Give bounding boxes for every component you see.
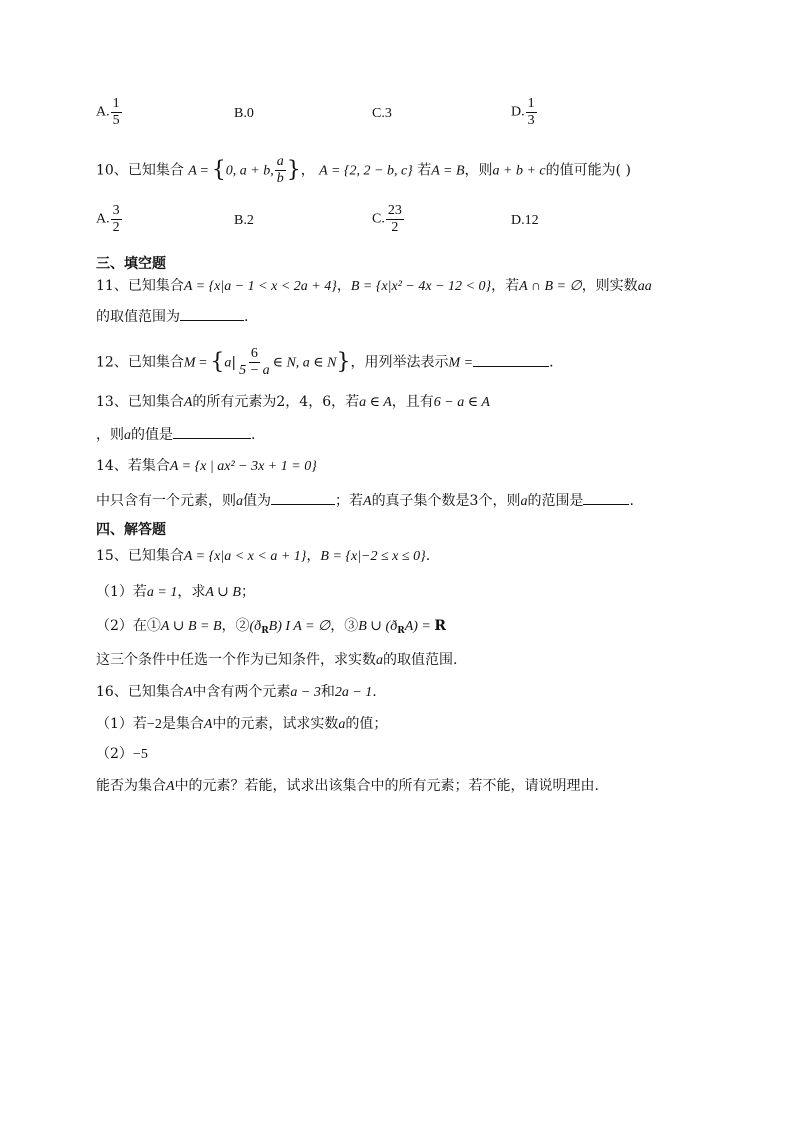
section-heading-fill-in: 三、填空题 bbox=[96, 256, 166, 272]
q14-line2: 中只含有一个元素，则a值为 ；若A的真子集个数是3个，则a的范围是 . bbox=[96, 490, 634, 512]
q13-line2: ，则a的值是 . bbox=[96, 424, 255, 446]
q15-part1: （1）若a = 1，求A ∪ B； bbox=[96, 584, 255, 600]
q9-option-a-fraction: $\frac{1}{5}$ bbox=[112, 96, 120, 128]
q15-part2-line2: 这三个条件中任选一个作为已知条件，求实数a的取值范围. bbox=[96, 652, 458, 668]
q10-stem: 10、已知集合 A = {0, a + b, $\frac{a}{b}$ }， A = {2, 2 − b, c} 若A = B，则a + b + c的值可能为( ) bbox=[96, 154, 632, 186]
q10-option-b: B.2 bbox=[234, 213, 254, 228]
q16-part2-line2: 能否为集合A中的元素？若能，试求出该集合中的所有元素；若不能，请说明理由. bbox=[96, 778, 600, 794]
q10-option-a: A. $\frac{3}{2}$ bbox=[96, 203, 120, 235]
q9-option-a: A. $\frac{1}{5}$ bbox=[96, 96, 120, 128]
q10-option-a-fraction: $\frac{3}{2}$ bbox=[112, 203, 120, 235]
q9-option-d: D. $\frac{1}{3}$ bbox=[511, 96, 535, 128]
q15-stem: 15、已知集合A = {x|a < x < a + 1}，B = {x|−2 ≤ x ≤ 0}. bbox=[96, 548, 431, 564]
q14-answer-blank-1[interactable] bbox=[271, 490, 335, 505]
q9-option-b: B.0 bbox=[234, 106, 254, 121]
q12-answer-blank[interactable] bbox=[473, 352, 549, 367]
q11-stem: 11、已知集合A = {x|a − 1 < x < 2a + 4}，B = {x|x² − 4x − 12 < 0}，若A ∩ B = ∅，则实数aa bbox=[96, 278, 652, 294]
q14-stem: 14、若集合A = {x | ax² − 3x + 1 = 0} bbox=[96, 458, 317, 474]
q11-answer-blank[interactable] bbox=[180, 306, 244, 321]
q13-stem: 13、已知集合A的所有元素为2，4，6，若a ∈ A，且有6 − a ∈ A bbox=[96, 394, 490, 410]
q10-fraction: $\frac{a}{b}$ bbox=[276, 154, 284, 186]
q9-option-d-fraction: $\frac{1}{3}$ bbox=[527, 96, 535, 128]
q10-option-c: C. $\frac{23}{2}$ bbox=[372, 203, 402, 235]
section-heading-solutions: 四、解答题 bbox=[96, 522, 166, 538]
q16-part2: （2）−5 bbox=[96, 746, 148, 762]
q16-stem: 16、已知集合A中含有两个元素a − 3和2a − 1. bbox=[96, 684, 377, 700]
q13-answer-blank[interactable] bbox=[173, 424, 251, 439]
q10-option-d: D.12 bbox=[511, 213, 539, 228]
q15-part2: （2）在①A ∪ B = B，$②(ð_RB)$ I A = ∅，③B ∪ $(ð_RA) = R$ bbox=[96, 618, 446, 636]
q14-answer-blank-2[interactable] bbox=[583, 490, 629, 505]
q16-part1: （1）若−2是集合A中的元素，试求实数a的值； bbox=[96, 716, 388, 732]
q12-fraction: $\frac{6}{5 - a}$ bbox=[239, 346, 270, 378]
q9-option-c: C.3 bbox=[372, 106, 392, 121]
q12-stem: 12、已知集合M = {a| $\frac{6}{5 - a}$ ∈ N, a ∈ N}，用列举法表示M = . bbox=[96, 346, 554, 378]
q10-option-c-fraction: $\frac{23}{2}$ bbox=[387, 203, 402, 235]
q11-line2: 的取值范围为 . bbox=[96, 306, 248, 327]
